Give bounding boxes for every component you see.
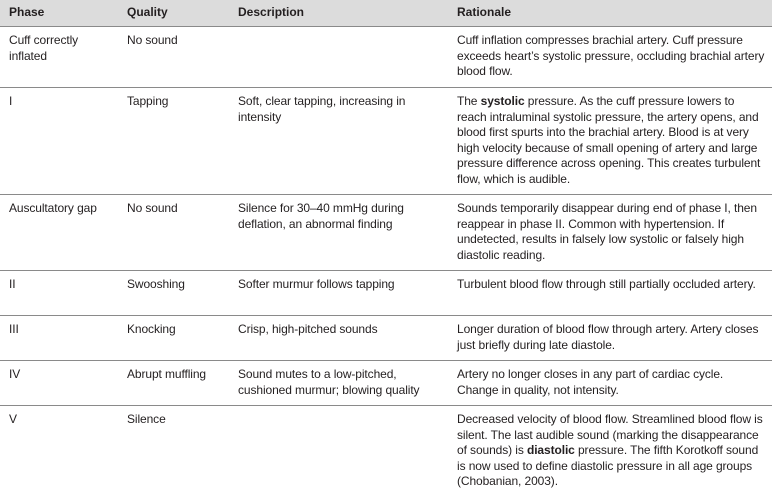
cell-rationale: Turbulent blood flow through still partially occluded artery.: [448, 271, 772, 316]
cell-description: Sound mutes to a low-pitched, cushioned murmur; blowing quality: [229, 361, 448, 406]
cell-quality: Tapping: [118, 88, 229, 195]
cell-rationale: Cuff inflation compresses brachial artery. Cuff pressure exceeds heart’s systolic pressure, occluding brachial artery blood flow.: [448, 27, 772, 88]
cell-quality: No sound: [118, 195, 229, 271]
cell-phase: II: [0, 271, 118, 316]
cell-quality: Knocking: [118, 316, 229, 361]
cell-rationale: [448, 88, 772, 195]
table-row: [0, 271, 772, 316]
cell-description: [229, 406, 448, 499]
cell-description: Soft, clear tapping, increasing in intensity: [229, 88, 448, 195]
table-row: [0, 316, 772, 361]
cell-phase: Cuff correctly inflated: [0, 27, 118, 88]
cell-description: Crisp, high-pitched sounds: [229, 316, 448, 361]
cell-phase: III: [0, 316, 118, 361]
table-row: [0, 27, 772, 88]
cell-rationale: Sounds temporarily disappear during end of phase I, then reappear in phase II. Common with hypertension. If undetected, results in falsely low systolic or falsely high diastolic reading.: [448, 195, 772, 271]
table-header-row: [0, 0, 772, 27]
cell-phase: I: [0, 88, 118, 195]
cell-quality: Silence: [127, 412, 166, 426]
rationale-text: pressure. The fifth Korotkoff sound is now used to define diastolic pressure in all age groups (Chobanian, 2003).: [457, 443, 759, 488]
header-quality: Quality: [118, 0, 229, 27]
cell-phase: IV: [0, 361, 118, 406]
cell-quality: Swooshing: [118, 271, 229, 316]
cell-description: [229, 27, 448, 88]
table-row: [0, 406, 772, 499]
table-row: [0, 88, 772, 195]
rationale-text: The: [457, 94, 481, 108]
header-description: Description: [229, 0, 448, 27]
cell-description: Softer murmur follows tapping: [229, 271, 448, 316]
rationale-text: Decreased velocity of blood flow. Streamlined blood flow is silent. The last audible sound (marking the disappearance of sounds) is: [457, 412, 763, 457]
rationale-emphasis: systolic: [480, 94, 525, 108]
rationale-text: pressure. As the cuff pressure lowers to reach intraluminal systolic pressure, the artery opens, and blood first spurts into the brachial artery. Blood is at very high velocity because of small opening of artery and large pressure difference across opening. This creates turbulent flow, which is audible.: [457, 94, 761, 186]
cell-quality: Abrupt muffling: [118, 361, 229, 406]
cell-rationale: Artery no longer closes in any part of cardiac cycle. Change in quality, not intensity.: [448, 361, 772, 406]
header-phase: Phase: [0, 0, 118, 27]
rationale-emphasis: diastolic: [526, 443, 575, 457]
header-rationale: Rationale: [448, 0, 772, 27]
cell-phase: Auscultatory gap: [0, 195, 118, 271]
cell-phase: V: [9, 412, 17, 426]
cell-rationale: [448, 406, 772, 499]
cell-quality: No sound: [118, 27, 229, 88]
cell-description: Silence for 30–40 mmHg during deflation, an abnormal finding: [229, 195, 448, 271]
table-row: [0, 195, 772, 271]
cell-rationale: Longer duration of blood flow through artery. Artery closes just briefly during late diastole.: [448, 316, 772, 361]
table-row: [0, 361, 772, 406]
